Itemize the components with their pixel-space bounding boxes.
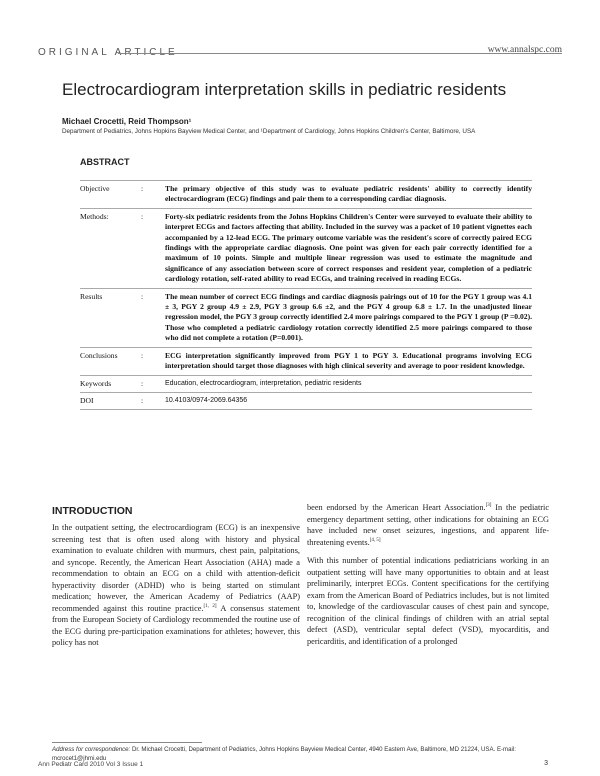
abstract-colon: :: [141, 395, 144, 405]
intro-paragraph: [52, 522, 300, 649]
abstract-colon: :: [141, 291, 144, 301]
intro-paragraph: With this number of potential indications pediatricians working in an outpatient setting will have many opportunities to obtain and at least preliminarily, interpret ECGs. Content specifications for the certifying exam from the American Board of Pediatrics includes, but is not limited to, knowledge of the cardiovascular causes of chest pain and syncope, recognition of the clinical findings of children with an atrial septal defect (ASD), ventricular septal defect (VSD), myocarditis, and pericarditis, and identification of a prolonged: [307, 556, 549, 646]
citation-ref[interactable]: [4, 5]: [369, 537, 381, 543]
citation-ref[interactable]: [3]: [485, 503, 492, 509]
intro-paragraph: [307, 502, 549, 548]
citation-ref[interactable]: [1, 2]: [203, 603, 217, 609]
abstract-divider: [80, 208, 532, 209]
article-title: Electrocardiogram interpretation skills in pediatric residents: [62, 80, 507, 99]
page-number: 3: [544, 760, 548, 767]
journal-url[interactable]: www.annalspc.com: [487, 45, 562, 55]
abstract-label: DOI: [80, 395, 94, 405]
abstract-label: Conclusions: [80, 350, 118, 360]
abstract-colon: :: [141, 184, 144, 193]
abstract-text: ECG interpretation significantly improved from PGY 1 to PGY 3. Educational programs involving ECG interpretation should target those diagnoses with high clinical severity and average to poor resident knowledge.: [165, 350, 532, 371]
abstract-divider: [80, 288, 532, 289]
doi-link[interactable]: 10.4103/0974-2069.64356: [165, 396, 248, 404]
abstract-label: Methods:: [80, 211, 109, 221]
abstract-text: The mean number of correct ECG findings and cardiac diagnosis pairings out of 10 for the PGY 1 group was 4.1 ± 3, PGY 2 group 4.9 ± 2.9, PGY 3 group 6.6 ±2, and the PGY 4 group 6.8 ± 1.7. In the unadjusted linear regression model, the PGY 3 group correctly identified 2.4 more pairings compared to the PGY 1 group (P =0.02). Those who completed a pediatric cardiology rotation correctly identified 2.5 more pairings compared to those who did not complete a rotation (P=0.001).: [165, 291, 532, 343]
body-column-left: [52, 522, 300, 656]
intro-text: In the outpatient setting, the electrocardiogram (ECG) is an inexpensive screening test that is often used along with history and physical examination to evaluate children with murmurs, chest pain, palpitations, and syncope. Recently, the American Heart Association (AHA) made a recommendation to obtain an ECG on a child with attention-deficit hyperactivity disorder (ADHD) who is being started on stimulant medication; however, the American Academy of Pediatrics (AAP) recommended against this routine practice.: [52, 523, 300, 613]
abstract-divider: [80, 392, 532, 393]
abstract-label: Keywords: [80, 378, 112, 388]
abstract-label: Results: [80, 291, 103, 301]
abstract-label: Objective: [80, 184, 110, 193]
intro-text: been endorsed by the American Heart Association.: [307, 503, 486, 512]
abstract-divider: [80, 347, 532, 348]
abstract-text: Education, electrocardiogram, interpretation, pediatric residents: [165, 379, 362, 387]
abstract-divider: [80, 375, 532, 376]
journal-citation: Ann Pediatr Card 2010 Vol 3 Issue 1: [38, 761, 144, 768]
abstract-row-conclusions: [80, 351, 532, 372]
correspondence-label: Address for correspondence:: [52, 746, 131, 753]
abstract-divider: [80, 180, 532, 181]
article-authors: Michael Crocetti, Reid Thompson¹: [62, 117, 192, 126]
introduction-heading: INTRODUCTION: [52, 505, 133, 517]
abstract-row-methods: [80, 212, 532, 285]
abstract-row-doi: [80, 396, 532, 406]
abstract-heading: ABSTRACT: [80, 157, 130, 167]
correspondence-text: Dr. Michael Crocetti, Department of Pediatrics, Johns Hopkins Bayview Medical Center, 4940 Eastern Ave, Baltimore, MD 21224, USA. E-mail: mcrocet1@jhmi.edu: [52, 746, 516, 763]
body-column-right: [307, 502, 549, 654]
article-affiliation: Department of Pediatrics, Johns Hopkins Bayview Medical Center, and ¹Department of Cardiology, Johns Hopkins Children's Center, Baltimore, USA: [62, 128, 476, 135]
abstract-divider: [80, 409, 532, 410]
abstract-text: The primary objective of this study was to evaluate pediatric residents' ability to correctly identify electrocardiogram (ECG) findings and pair them to a corresponding cardiac diagnosis.: [165, 184, 532, 204]
abstract-text: Forty-six pediatric residents from the Johns Hopkins Children's Center were surveyed to evaluate their ability to interpret ECGs and factors affecting that ability. Included in the survey was a packet of 10 patient vignettes each accompanied by a 12-lead ECG. The primary outcome variable was the resident's score of correctly paired ECG findings with the appropriate cardiac diagnosis. One point was given for each pair correctly identified for a maximum of 10 points. Simple and multiple linear regression was used to estimate the magnitude and significance of any association between score of correct responses and resident year, completion of a pediatric cardiology rotation, self-rated ability to read ECGs, and training received in reading ECGs.: [165, 211, 532, 284]
abstract-row-objective: [80, 184, 532, 205]
section-tag: ORIGINAL ARTICLE: [38, 47, 178, 58]
intro-text: In the pediatric emergency department setting, other indications for obtaining an ECG have included new onset seizures, ingestions, and apparent life-threatening events.: [307, 503, 549, 547]
abstract-table: [80, 177, 532, 413]
abstract-colon: :: [141, 378, 144, 388]
abstract-row-results: [80, 292, 532, 344]
footnote-rule: [52, 742, 202, 743]
abstract-colon: :: [141, 211, 144, 221]
intro-text: A consensus statement from the European Society of Cardiology recommended the routine use of the ECG during pre-participation examinations for athletes; however, this policy has not: [52, 603, 300, 647]
abstract-row-keywords: [80, 379, 532, 389]
abstract-colon: :: [141, 350, 144, 360]
